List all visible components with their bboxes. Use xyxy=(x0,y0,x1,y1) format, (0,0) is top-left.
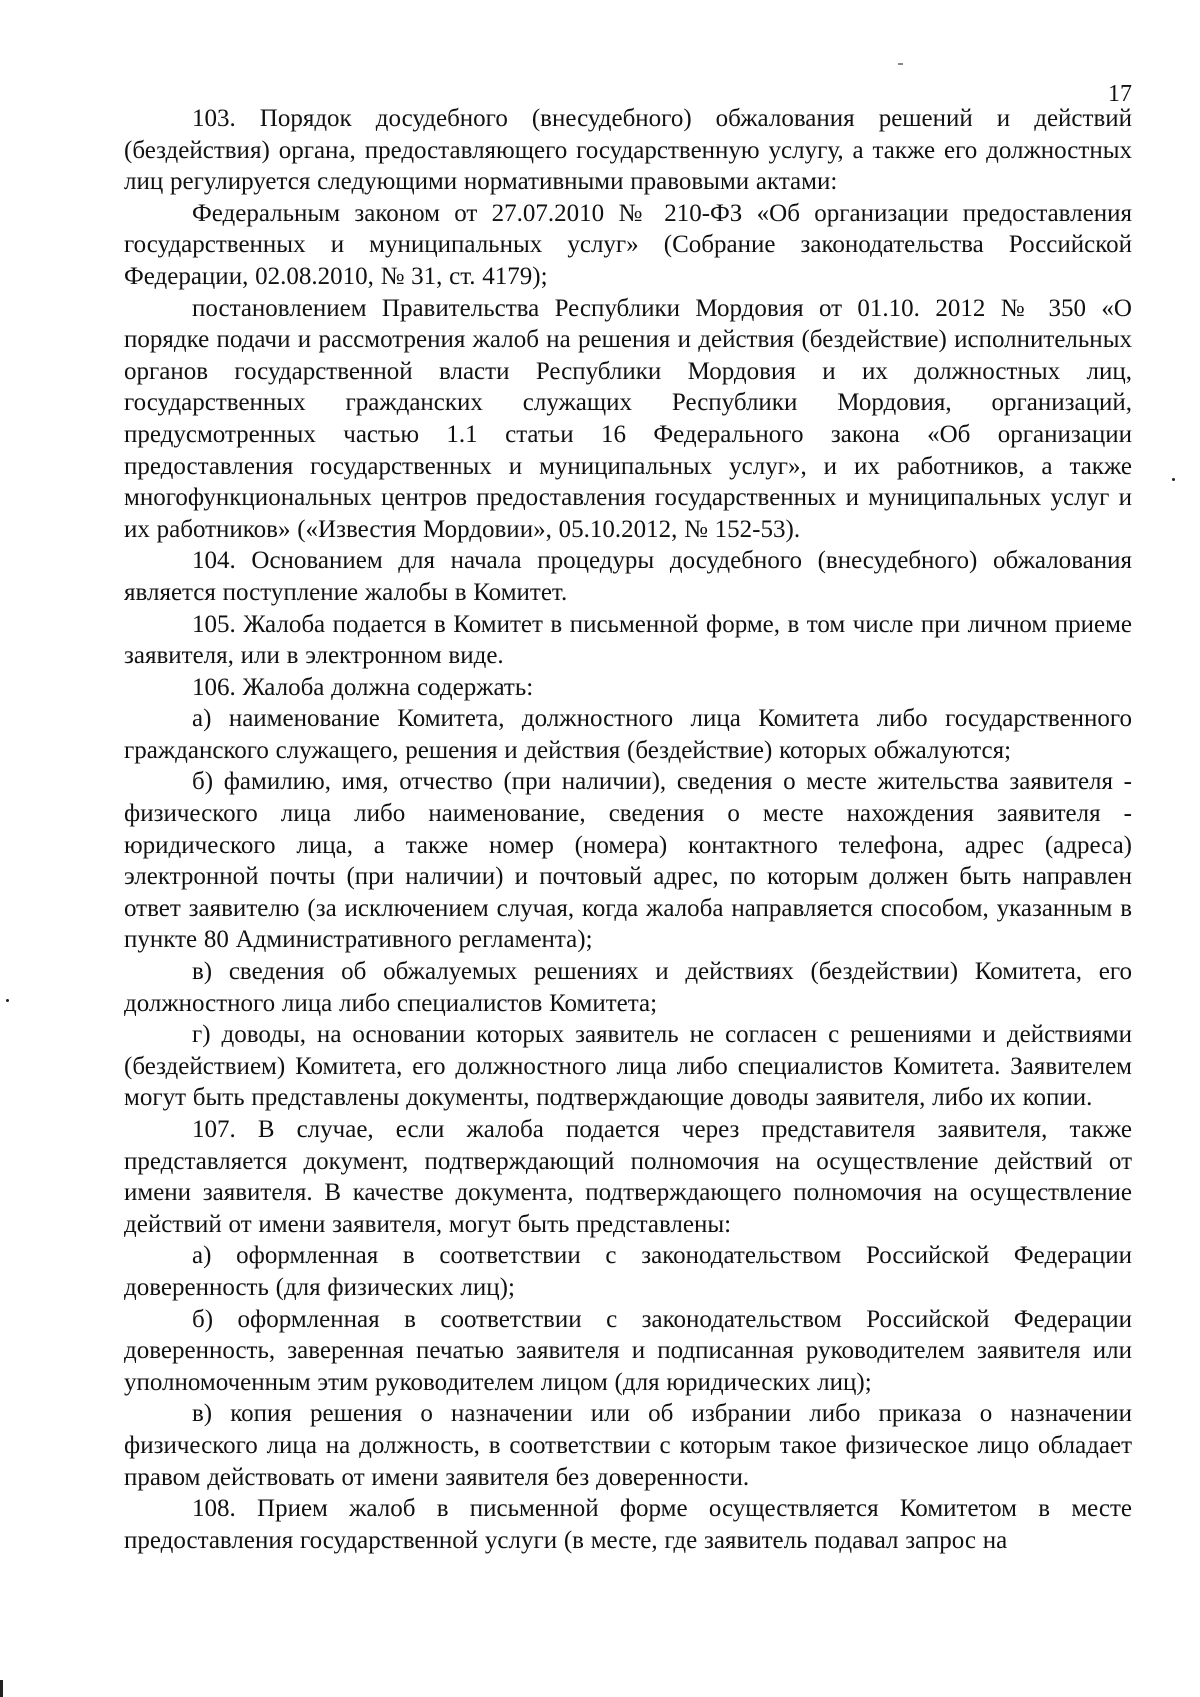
paragraph-107: 107. В случае, если жалоба подается через представителя заявителя, также представляется документ, подтверждающий полномочия на осуществление действий от имени заявителя. В качестве документа, подтверждающего полномочия на осуществление действий от имени заявителя, могут быть представлены: xyxy=(124,1116,1132,1238)
paragraph-107-v: в) копия решения о назначении или об избрании либо приказа о назначении физического лица на должность, в соответствии с которым такое физическое лицо обладает правом действовать от имени заявителя без доверенности. xyxy=(124,1400,1132,1491)
scan-dot xyxy=(1172,478,1175,481)
paragraph-107-a: а) оформленная в соответствии с законодательством Российской Федерации доверенность (для физических лиц); xyxy=(124,1242,1132,1301)
paragraph-108: 108. Прием жалоб в письменной форме осуществляется Комитетом в месте предоставления государственной услуги (в месте, где заявитель подавал запрос на xyxy=(124,1495,1132,1554)
paragraph-104: 104. Основанием для начала процедуры досудебного (внесудебного) обжалования является поступление жалобы в Комитет. xyxy=(124,547,1132,606)
paragraph-106: 106. Жалоба должна содержать: xyxy=(192,673,534,701)
scan-smudge xyxy=(898,63,903,65)
paragraph-106-a: а) наименование Комитета, должностного лица Комитета либо государственного гражданского служащего, решения и действия (бездействие) которых обжалуются; xyxy=(124,705,1132,764)
paragraph-107-b: б) оформленная в соответствии с законодательством Российской Федерации доверенность, заверенная печатью заявителя и подписанная руководителем заявителя или уполномоченным этим руководителем лицом (для юридических лиц); xyxy=(124,1305,1132,1396)
scan-dot xyxy=(6,999,9,1002)
paragraph-106-g: г) доводы, на основании которых заявитель не согласен с решениями и действиями (бездействием) Комитета, его должностного лица либо специалистов Комитета. Заявителем могут быть представлены документы, подтверждающие доводы заявителя, либо их копии. xyxy=(124,1021,1132,1112)
paragraph-federal-law: Федеральным законом от 27.07.2010 № 210-ФЗ «Об организации предоставления государственных и муниципальных услуг» (Собрание законодательства Российской Федерации, 02.08.2010, № 31, ст. 4179); xyxy=(124,199,1132,290)
paragraph-106-b: б) фамилию, имя, отчество (при наличии), сведения о месте жительства заявителя - физического лица либо наименование, сведения о месте нахождения заявителя - юридического лица, а также номер (номера) контактного телефона, адрес (адреса) электронной почты (при наличии) и почтовый адрес, по которым должен быть направлен ответ заявителю (за исключением случая, когда жалоба направляется способом, указанным в пункте 80 Административного регламента); xyxy=(124,768,1132,954)
paragraph-103: 103. Порядок досудебного (внесудебного) обжалования решений и действий (бездействия) органа, предоставляющего государственную услугу, а также его должностных лиц регулируется следующими нормативными правовыми актами: xyxy=(124,105,1132,196)
scan-edge-mark xyxy=(0,1680,3,1697)
paragraph-105: 105. Жалоба подается в Комитет в письменной форме, в том числе при личном приеме заявителя, или в электронном виде. xyxy=(124,610,1132,670)
paragraph-106-v: в) сведения об обжалуемых решениях и действиях (бездействии) Комитета, его должностного лица либо специалистов Комитета; xyxy=(124,958,1132,1017)
page-number: 17 xyxy=(1108,81,1132,107)
document-body xyxy=(124,103,1132,1556)
paragraph-government-resolution: постановлением Правительства Республики Мордовия от 01.10. 2012 № 350 «О порядке подачи и рассмотрения жалоб на решения и действия (бездействие) исполнительных органов государственной власти Республики Мордовия и их должностных лиц, государственных гражданских служащих Республики Мордовия, организаций, предусмотренных частью 1.1 статьи 16 Федерального закона «Об организации предоставления государственных и муниципальных услуг», и их работников, а также многофункциональных центров предоставления государственных и муниципальных услуг и их работников» («Известия Мордовии», 05.10.2012, № 152-53). xyxy=(124,294,1132,543)
